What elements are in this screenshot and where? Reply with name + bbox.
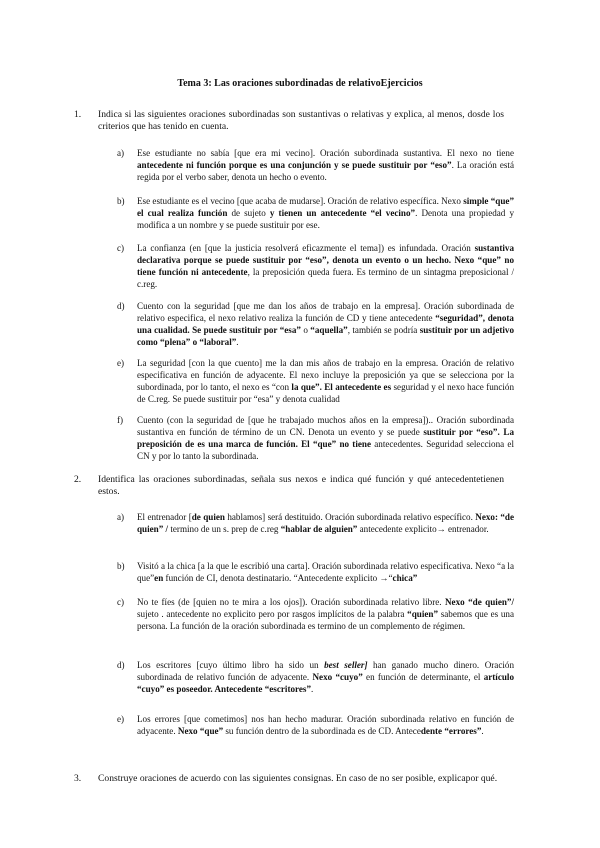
q1-item-d <box>117 300 515 348</box>
answer-bold: artículo “cuyo” es poseedor. Antecedente “escritores” <box>137 672 514 694</box>
question-number: 3. <box>74 773 82 784</box>
answer-bold: en <box>154 573 164 583</box>
item-letter: e) <box>117 358 125 368</box>
question-number: 1. <box>74 109 82 120</box>
q1-item-f <box>117 414 514 462</box>
q1-item-a <box>117 147 514 183</box>
item-letter: b) <box>117 196 125 206</box>
question-1 <box>74 109 504 134</box>
answer-text: . <box>311 684 314 694</box>
item-letter: c) <box>117 243 125 253</box>
question-2 <box>74 474 504 499</box>
item-letter: c) <box>117 597 125 607</box>
answer-text: o <box>300 325 311 335</box>
q2-item-b <box>117 560 514 584</box>
answer-text: El entrenador [ <box>137 512 192 522</box>
answer-bold: Nexo “de quien”/ <box>444 597 514 607</box>
answer-bold: Nexo: “de quien” / <box>137 512 514 534</box>
answer-text: . <box>481 726 484 736</box>
answer-text: su función dentro de la subordinada es de CD. Antece <box>223 726 421 736</box>
answer-bold: simple “que” el cual realiza función <box>137 196 515 218</box>
item-letter: b) <box>117 561 125 571</box>
answer-bold: Nexo “cuyo” <box>312 672 363 682</box>
answer-bold: sustituir por “eso”. La preposición de es una marca de función. El “que” no tiene <box>137 427 514 449</box>
answer-text: Los errores [que cometimos] nos han hecho madurar. Oración subordinada relativo en función de adyacente. <box>137 714 514 736</box>
answer-bold: de quien <box>191 512 225 522</box>
answer-text: han ganado mucho dinero. Oración subordinada de relativo función de adyacente. <box>137 660 514 682</box>
answer-text: Cuento (con la seguridad de [que he trabajado muchos años en la empresa]).. Oración subordinada sustantiva en función de término de un CN. Denota un evento y se puede <box>137 415 514 437</box>
item-letter: f) <box>117 415 124 425</box>
q2-item-c <box>117 596 514 632</box>
answer-bold: y tienen un antecedente “el vecino” <box>269 208 416 218</box>
answer-text: , la preposición queda fuera. Es termino de un sintagma preposicional / c.reg. <box>137 267 515 289</box>
answer-text: Ese estudiante es el vecino [que acaba de mudarse]. Oración de relativo específica. Nexo <box>137 196 464 206</box>
q2-item-e <box>117 713 514 737</box>
q2-item-d <box>117 659 514 695</box>
question-text: Indica si las siguientes oraciones subordinadas son sustantivas o relativas y explica, al menos, dosde los criterios que has tenido en cuenta. <box>98 109 504 133</box>
answer-text: . La oración está regida por el verbo saber, denota un hecho o evento. <box>137 160 514 182</box>
q1-item-b <box>117 195 515 231</box>
q1-item-e <box>117 357 514 405</box>
item-letter: d) <box>117 301 125 311</box>
answer-text: La seguridad [con la que cuento] me la dan mis años de trabajo en la empresa. Oración de relativo especificativa en función de adyacente. El nexo incluye la preposición ya que se selecciona por la subordinada, por lo tanto, el nexo es “con <box>137 358 514 392</box>
answer-text: antecedente explicito→ entrenador. <box>357 524 489 534</box>
answer-text: Los escritores [cuyo último libro ha sido un <box>137 660 325 670</box>
answer-text: sujeto . antecedente no explicito pero por rasgos implícitos de la palabra <box>137 609 408 619</box>
answer-bold: antecedente ni función porque es una conjunción y se puede sustituir por “eso” <box>137 160 452 170</box>
answer-italic: best seller] <box>324 660 368 670</box>
answer-text: sabemos que es una persona. La función de la oración subordinada es termino de un complemento de régimen. <box>137 609 514 631</box>
item-letter: d) <box>117 660 125 670</box>
answer-text: seguridad y el nexo hace función de C.reg. Se puede sustituir por “esa” y denota cualidad <box>137 382 514 404</box>
answer-text: . <box>236 337 239 347</box>
item-letter: a) <box>117 148 125 158</box>
page-title: Tema 3: Las oraciones subordinadas de relativoEjercicios <box>177 78 423 89</box>
answer-text: . Denota una propiedad y modifica a un nombre y se puede sustituir por ese. <box>137 208 514 230</box>
answer-bold: sustantiva declarativa porque se puede sustituir por “eso”, denota un evento o un hecho. Nexo “que” no tiene función ni antecedente <box>137 243 514 277</box>
q2-item-a <box>117 511 514 535</box>
answer-text: hablamos] será destituido. Oración subordinada relativo específico. <box>224 512 476 522</box>
item-letter: a) <box>117 512 125 522</box>
answer-text: función de CI, denota destinatario. “Antecedente explicito →“ <box>163 573 393 583</box>
answer-text: La confianza (en [que la justicia resolverá eficazmente el tema]) es infundada. Oración <box>137 243 475 253</box>
answer-text: Visitó a la chica [a la que le escribió una carta]. Oración subordinada relativo especificativa. Nexo “a la que” <box>137 561 514 583</box>
q1-item-c <box>117 242 515 290</box>
answer-bold: chica” <box>392 573 418 583</box>
question-3 <box>74 773 504 785</box>
answer-text: termino de un s. prep de c.reg <box>168 524 281 534</box>
answer-bold: Nexo “que” <box>177 726 224 736</box>
answer-bold: la que”. El antecedente es <box>291 382 392 392</box>
item-letter: e) <box>117 714 125 724</box>
answer-text: No te fíes (de [quien no te mira a los ojos]). Oración subordinada relativo libre. <box>137 597 445 607</box>
answer-text: Cuento con la seguridad [que me dan los años de trabajo en la empresa]. Oración subordinada de relativo especifica, el nexo relativo realiza la función de CD y tiene antecedente <box>137 301 514 323</box>
answer-bold: “hablar de alguien” <box>280 524 358 534</box>
answer-bold: dente “errores” <box>420 726 482 736</box>
answer-bold: “seguridad”, denota una cualidad. Se puede sustituir por “esa” <box>137 313 514 335</box>
question-text: Identifica las oraciones subordinadas, señala sus nexos e indica qué función y qué antecedentetienen estos. <box>98 474 504 498</box>
question-text: Construye oraciones de acuerdo con las siguientes consignas. En caso de no ser posible, explicapor qué. <box>98 773 498 784</box>
answer-text: Ese estudiante no sabía [que era mi vecino]. Oración subordinada sustantiva. El nexo no tiene <box>137 148 514 158</box>
answer-text: de sujeto <box>227 208 270 218</box>
answer-text: , también se podría <box>347 325 420 335</box>
answer-text: en función de determinante, el <box>362 672 484 682</box>
answer-bold: sustituir por un adjetivo como “plena” o “laboral” <box>137 325 515 347</box>
question-number: 2. <box>74 474 82 485</box>
answer-bold: “aquella” <box>310 325 348 335</box>
answer-bold: “quien” <box>407 609 438 619</box>
answer-text: antecedentes. Seguridad selecciona el CN y por lo tanto la subordinada. <box>137 439 514 461</box>
